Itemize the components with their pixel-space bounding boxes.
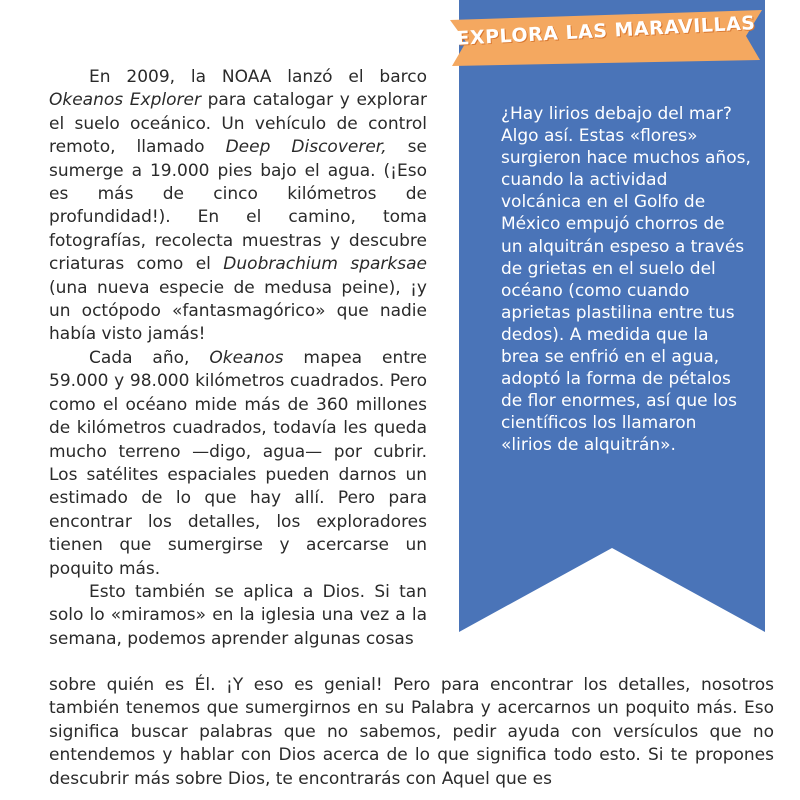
paragraph-3-end: sobre quién es Él. ¡Y eso es genial! Pero para encontrar los detalles, nosotros también tenemos que sumergirnos en su Palabra y acercarnos un poquito más. Eso significa buscar palabras que no sabemos, pedir ayuda con versículos que no entendemos y hablar con Dios acerca de lo que significa todo esto. Si te propones descubrir más sobre Dios, te encontrarás con Aquel que es [49, 675, 774, 789]
paragraph-2 [49, 347, 427, 581]
p2-text-a: Cada año, [89, 347, 210, 368]
vehicle-name: Deep Discoverer, [225, 137, 387, 158]
sidebar-ribbon [459, 0, 765, 632]
p1-text-c: se sumerge a 19.000 pies bajo el agua. (¡Eso es más de cinco kilómetros de profundidad!). En el camino, toma fotografías, recolecta muestras y descubre criaturas como el [49, 137, 427, 275]
banner-title: EXPLORA LAS MARAVILLAS [456, 12, 756, 50]
paragraph-3-start: Esto también se aplica a Dios. Si tan solo lo «miramos» en la iglesia una vez a la semana, podemos aprender algunas cosas [49, 581, 427, 649]
article-continuation [49, 674, 774, 791]
p1-text-a: En 2009, la NOAA lanzó el barco [89, 67, 427, 87]
ship-name-short: Okeanos [209, 347, 284, 368]
p1-text-b: para catalogar y explorar el suelo oceánico. Un vehículo de control remoto, llamado [49, 90, 427, 158]
p2-text-b: mapea entre 59.000 y 98.000 kilómetros cuadrados. Pero como el océano mide más de 360 millones de kilómetros cuadrados, todavía les queda mucho terreno —digo, agua— por cubrir. Los satélites espaciales pueden darnos un estimado de lo que hay allí. Pero para encontrar los detalles, los exploradores tienen que sumergirse y acercarse un poquito más. [49, 347, 427, 579]
species-name: Duobrachium sparksae [223, 254, 427, 275]
p1-text-d: (una nueva especie de medusa peine), ¡y un octópodo «fantasmagórico» que nadie había visto jamás! [49, 277, 427, 345]
sidebar-body: ¿Hay lirios debajo del mar? Algo así. Estas «flores» surgieron hace muchos años, cuando la actividad volcánica en el Golfo de México empujó chorros de un alquitrán espeso a través de grietas en el suelo del océano (como cuando aprietas plastilina entre tus dedos). A medida que la brea se enfrió en el agua, adoptó la forma de pétalos de flor enormes, así que los científicos los llamaron «lirios de alquitrán». [501, 104, 751, 456]
sidebar-banner [450, 6, 762, 66]
paragraph-1 [49, 66, 427, 347]
article-column [49, 66, 427, 651]
ship-name: Okeanos Explorer [49, 90, 201, 111]
